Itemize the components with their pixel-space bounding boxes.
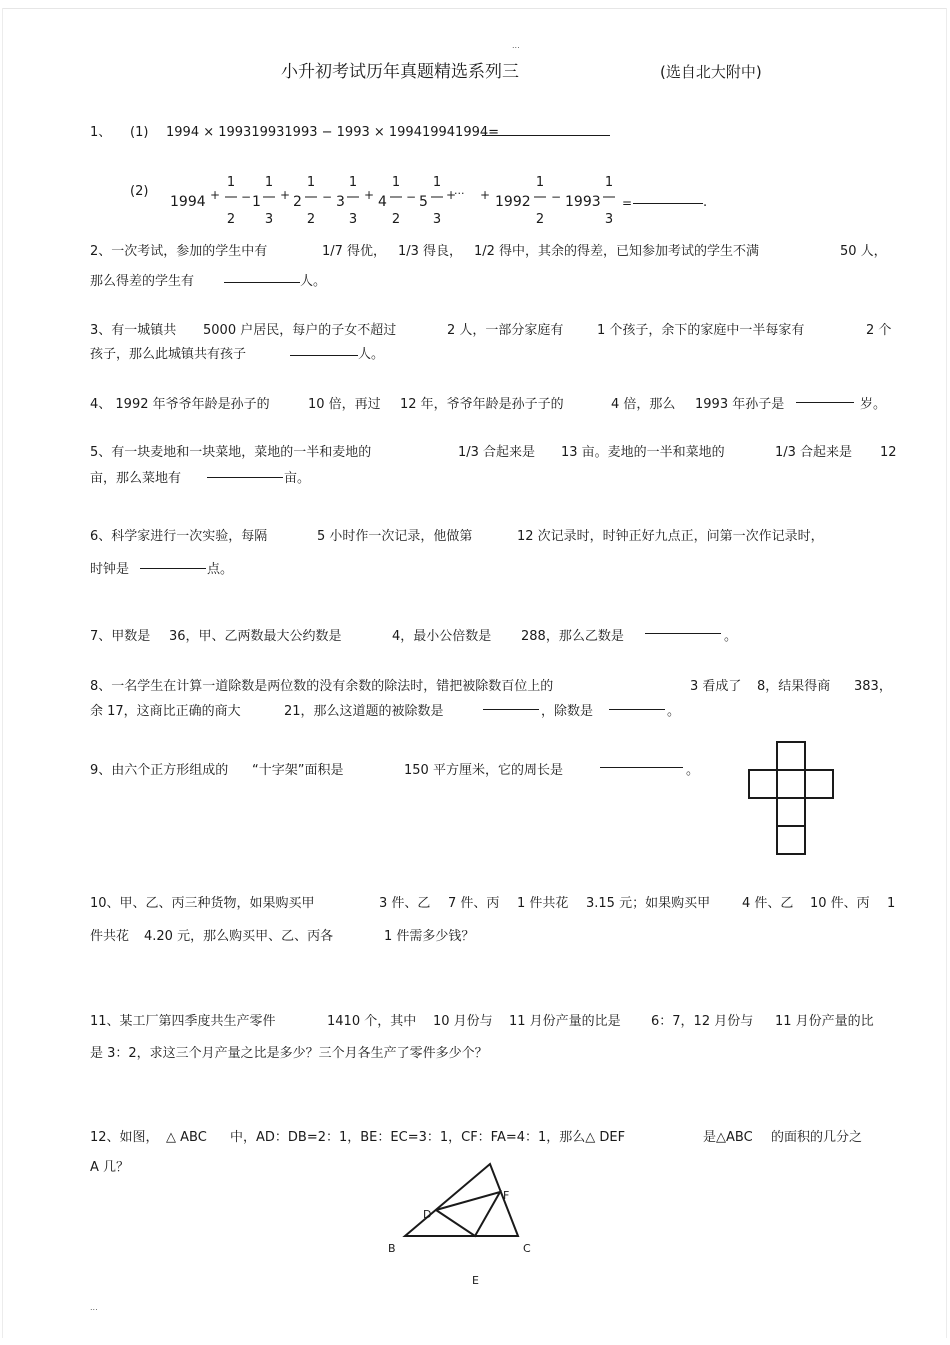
q10-text-c: 7 件、丙 (448, 896, 500, 911)
triangle-label-e: E (472, 1274, 479, 1287)
q1-end-period: . (703, 195, 708, 210)
q12-text-f: A 几？ (90, 1160, 130, 1175)
q5-text-d: 1/3 合起来是 (775, 445, 853, 460)
q5-text-b: 1/3 合起来是 (458, 445, 536, 460)
q4-text-d: 4 倍，那么 (611, 397, 676, 412)
q1-numer: 1 (432, 175, 442, 190)
q1-denom: 2 (535, 212, 545, 227)
q5-line2-post: 亩。 (284, 471, 311, 486)
q3-text-d: 1 个孩子，余下的家庭中一半每家有 (597, 323, 805, 338)
q4-text-c: 12 年，爷爷年龄是孙子子的 (400, 397, 564, 412)
q1-part2-label: (2) (130, 184, 149, 199)
q5-text-a: 5、有一块麦地和一块菜地，菜地的一半和麦地的 (90, 445, 372, 460)
q5-line2-pre: 亩，那么菜地有 (90, 471, 182, 486)
q8-text-c: 8，结果得商 (757, 679, 831, 694)
q2-text-e: 50 人， (840, 244, 887, 259)
triangle-figure (395, 1158, 575, 1258)
q3-answer-blank[interactable] (290, 345, 358, 361)
q8-text-f: 21，那么这道题的被除数是 (284, 704, 444, 719)
plus-sign: + (210, 188, 221, 202)
q11-text-d: 11 月份产量的比是 (509, 1014, 621, 1029)
triangle-label-f: F (503, 1189, 510, 1202)
q4-text-b: 10 倍，再过 (308, 397, 381, 412)
q2-text-b: 1/7 得优， (322, 244, 387, 259)
cross-figure (745, 738, 855, 858)
q11-text-f: 11 月份产量的比 (775, 1014, 874, 1029)
q1-part1-text: 1994 × 199319931993 − 1993 × 199419941994= (166, 125, 500, 140)
q7-answer-blank[interactable] (645, 623, 721, 639)
q2-line2-pre: 那么得差的学生有 (90, 274, 195, 289)
q6-line2-pre: 时钟是 (90, 562, 130, 577)
q1-numer: 1 (391, 175, 401, 190)
q1-term-1992: 1992 (495, 194, 531, 210)
q4-answer-blank[interactable] (796, 392, 854, 408)
q6-text-a: 6、科学家进行一次实验，每隔 (90, 529, 268, 544)
q1-denom: 3 (604, 212, 614, 227)
q10-text-b: 3 件、乙 (379, 896, 431, 911)
q7-text-d: 288，那么乙数是 (521, 629, 624, 644)
q8-dividend-blank[interactable] (483, 699, 539, 715)
q11-text-g: 是 3：2，求这三个月产量之比是多少？三个月各生产了零件多少个？ (90, 1046, 488, 1061)
q10-text-e: 3.15 元；如果购买甲 (586, 896, 711, 911)
q5-text-c: 13 亩。麦地的一半和菜地的 (561, 445, 725, 460)
q1-equals: = (622, 196, 633, 210)
q12-text-e: 的面积的几分之 (771, 1130, 863, 1145)
q2-text-d: 1/2 得中，其余的得差，已知参加考试的学生不满 (474, 244, 760, 259)
q3-text-c: 2 人，一部分家庭有 (447, 323, 564, 338)
q4-text-e: 1993 年孙子是 (695, 397, 785, 412)
q10-text-j: 4.20 元，那么购买甲、乙、丙各 (144, 929, 334, 944)
q9-text-a: 9、由六个正方形组成的 (90, 763, 229, 778)
q7-text-c: 4，最小公倍数是 (392, 629, 492, 644)
q10-text-f: 4 件、乙 (742, 896, 794, 911)
q6-line2-post: 点。 (207, 562, 234, 577)
q1-ellipsis: ··· (454, 187, 465, 200)
q10-text-h: 1 (887, 896, 896, 911)
q3-text-b: 5000 户居民，每户的子女不超过 (203, 323, 397, 338)
q5-text-e: 12 (880, 445, 897, 460)
triangle-label-c: C (523, 1242, 531, 1255)
triangle-label-d: D (423, 1208, 432, 1221)
plus-sign: + (364, 188, 375, 202)
q6-text-c: 12 次记录时，时钟正好九点正，问第一次作记录时， (517, 529, 824, 544)
q1-numer: 1 (348, 175, 358, 190)
q12-text-b: △ ABC (166, 1130, 207, 1145)
q2-text-a: 2、一次考试，参加的学生中有 (90, 244, 268, 259)
q6-text-b: 5 小时作一次记录，他做第 (317, 529, 473, 544)
q9-text-c: 150 平方厘米，它的周长是 (404, 763, 563, 778)
minus-sign: − (551, 190, 562, 204)
q3-line2-post: 人。 (358, 347, 385, 362)
q2-text-c: 1/3 得良， (398, 244, 463, 259)
q1-numer: 1 (306, 175, 316, 190)
q8-text-a: 8、一名学生在计算一道除数是两位数的没有余数的除法时，错把被除数百位上的 (90, 679, 554, 694)
q1-denom: 2 (226, 212, 236, 227)
q1-term: 3 (336, 194, 345, 210)
q1-denom: 2 (391, 212, 401, 227)
q6-answer-blank[interactable] (140, 558, 206, 574)
q9-answer-blank[interactable] (600, 757, 683, 773)
page-source: (选自北大附中) (660, 63, 762, 81)
q8-text-b: 3 看成了 (690, 679, 742, 694)
q2-line2-post: 人。 (300, 274, 327, 289)
q7-text-e: 。 (724, 629, 738, 644)
q3-text-e: 2 个 (866, 323, 892, 338)
q1-numer: 1 (535, 175, 545, 190)
q8-text-h: 。 (667, 704, 681, 719)
q1-denom: 3 (348, 212, 358, 227)
q1-denom: 3 (432, 212, 442, 227)
plus-sign: + (446, 188, 457, 202)
minus-sign: − (241, 190, 252, 204)
q8-text-d: 383， (854, 679, 892, 694)
q9-text-d: 。 (686, 763, 700, 778)
q4-text-a: 4、 1992 年爷爷年龄是孙子的 (90, 397, 270, 412)
q4-text-f: 岁。 (860, 397, 887, 412)
q5-answer-blank[interactable] (207, 467, 283, 483)
q8-text-g: ，除数是 (541, 704, 594, 719)
q11-text-c: 10 月份与 (433, 1014, 493, 1029)
header-dots: ... (512, 41, 520, 50)
q10-text-a: 10、甲、乙、丙三种货物，如果购买甲 (90, 896, 315, 911)
q1-number: 1、 (90, 125, 112, 140)
q10-text-d: 1 件共花 (517, 896, 569, 911)
q7-text-b: 36，甲、乙两数最大公约数是 (169, 629, 342, 644)
q1-term: 4 (378, 194, 387, 210)
q12-text-d: 是△ABC (703, 1130, 753, 1145)
q11-text-e: 6：7，12 月份与 (651, 1014, 754, 1029)
q9-text-b: “十字架”面积是 (252, 763, 344, 778)
q1-term: 1 (252, 194, 261, 210)
q10-text-k: 1 件需多少钱？ (384, 929, 475, 944)
triangle-label-b: B (388, 1242, 396, 1255)
q11-text-b: 1410 个，其中 (327, 1014, 417, 1029)
q1-term-1994: 1994 (170, 194, 206, 210)
q10-text-i: 件共花 (90, 929, 130, 944)
q3-line2-pre: 孩子，那么此城镇共有孩子 (90, 347, 247, 362)
q1-denom: 2 (306, 212, 316, 227)
q2-answer-blank[interactable] (224, 272, 300, 288)
plus-sign: + (280, 188, 291, 202)
q1-numer: 1 (226, 175, 236, 190)
q12-text-a: 12、如图， (90, 1130, 159, 1145)
q7-text-a: 7、甲数是 (90, 629, 151, 644)
q1-numer: 1 (604, 175, 614, 190)
q3-text-a: 3、有一城镇共 (90, 323, 177, 338)
q1-term: 5 (419, 194, 428, 210)
q1-denom: 3 (264, 212, 274, 227)
q1-term: 2 (293, 194, 302, 210)
plus-sign: + (480, 188, 491, 202)
q1-term-1993: 1993 (565, 194, 601, 210)
q8-text-e: 余 17，这商比正确的商大 (90, 704, 241, 719)
q1-part1-label: (1) (130, 125, 149, 140)
footer-dots: ... (90, 1303, 98, 1312)
q1-numer: 1 (264, 175, 274, 190)
minus-sign: − (322, 190, 333, 204)
page-title: 小升初考试历年真题精选系列三 (281, 62, 519, 82)
q10-text-g: 10 件、丙 (810, 896, 870, 911)
q11-text-a: 11、某工厂第四季度共生产零件 (90, 1014, 276, 1029)
minus-sign: − (406, 190, 417, 204)
q12-text-c: 中，AD：DB=2：1，BE：EC=3：1，CF：FA=4：1，那么△ DEF (230, 1130, 626, 1145)
q8-divisor-blank[interactable] (609, 699, 665, 715)
